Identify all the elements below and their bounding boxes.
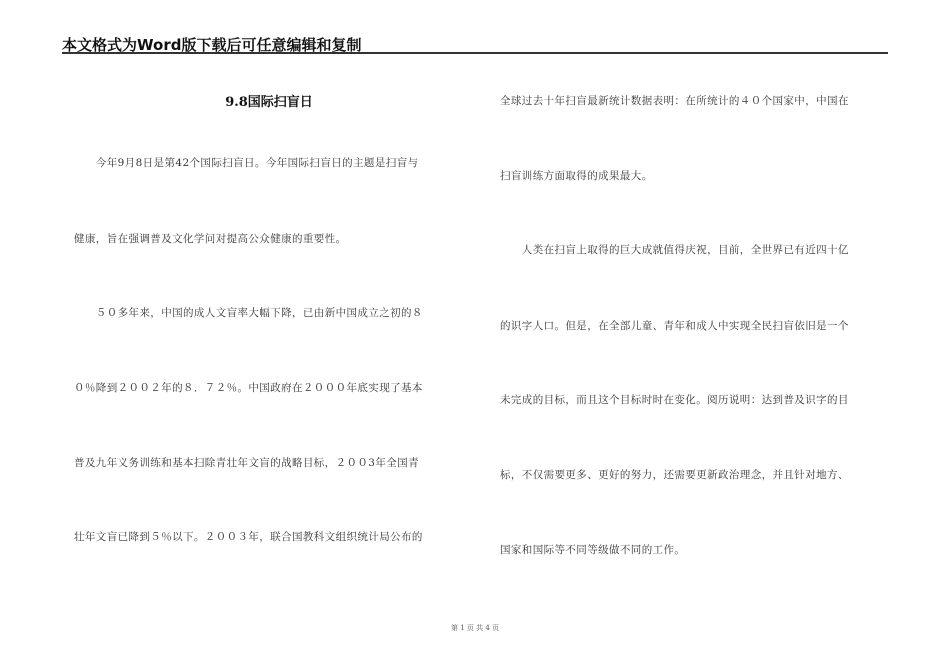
page-number: 第 1 页 共 4 页 (450, 624, 500, 632)
paragraph-line: 标，不仅需要更多、更好的努力，还需要更新政治理念，并且针对地方、 (500, 469, 849, 481)
paragraph-line: 扫盲训练方面取得的成果最大。 (500, 170, 653, 182)
paragraph-line: 国家和国际等不同等级做不同的工作。 (500, 544, 686, 556)
paragraph-line: 全球过去十年扫盲最新统计数据表明：在所统计的４０个国家中，中国在 (500, 95, 849, 107)
article-title: 9.8国际扫盲日 (225, 95, 313, 110)
document-header: 本文格式为Word版下载后可任意编辑和复制 (62, 36, 362, 54)
paragraph-line: 健康，旨在强调普及文化学问对提高公众健康的重要性。 (74, 233, 347, 245)
paragraph-line: 的识字人口。但是，在全部儿童、青年和成人中实现全民扫盲依旧是一个 (500, 320, 849, 332)
paragraph-line: 人类在扫盲上取得的巨大成就值得庆祝，目前，全世界已有近四十亿 (500, 244, 849, 256)
paragraph-line: 今年9月8日是第42个国际扫盲日。今年国际扫盲日的主题是扫盲与 (74, 157, 419, 169)
paragraph-line: 壮年文盲已降到５％以下。２００３年，联合国教科文组织统计局公布的 (74, 531, 423, 543)
paragraph-line: ０％降到２００２年的８．７２％。中国政府在２０００年底实现了基本 (74, 382, 423, 394)
paragraph-line: 未完成的目标，而且这个目标时时在变化。阅历说明：达到普及识字的目 (500, 394, 849, 406)
paragraph-line: ５０多年来，中国的成人文盲率大幅下降，已由新中国成立之初的８ (74, 307, 423, 319)
paragraph-line: 普及九年义务训练和基本扫除青壮年文盲的战略目标，２００3年全国青 (74, 457, 419, 469)
header-divider (62, 52, 888, 54)
